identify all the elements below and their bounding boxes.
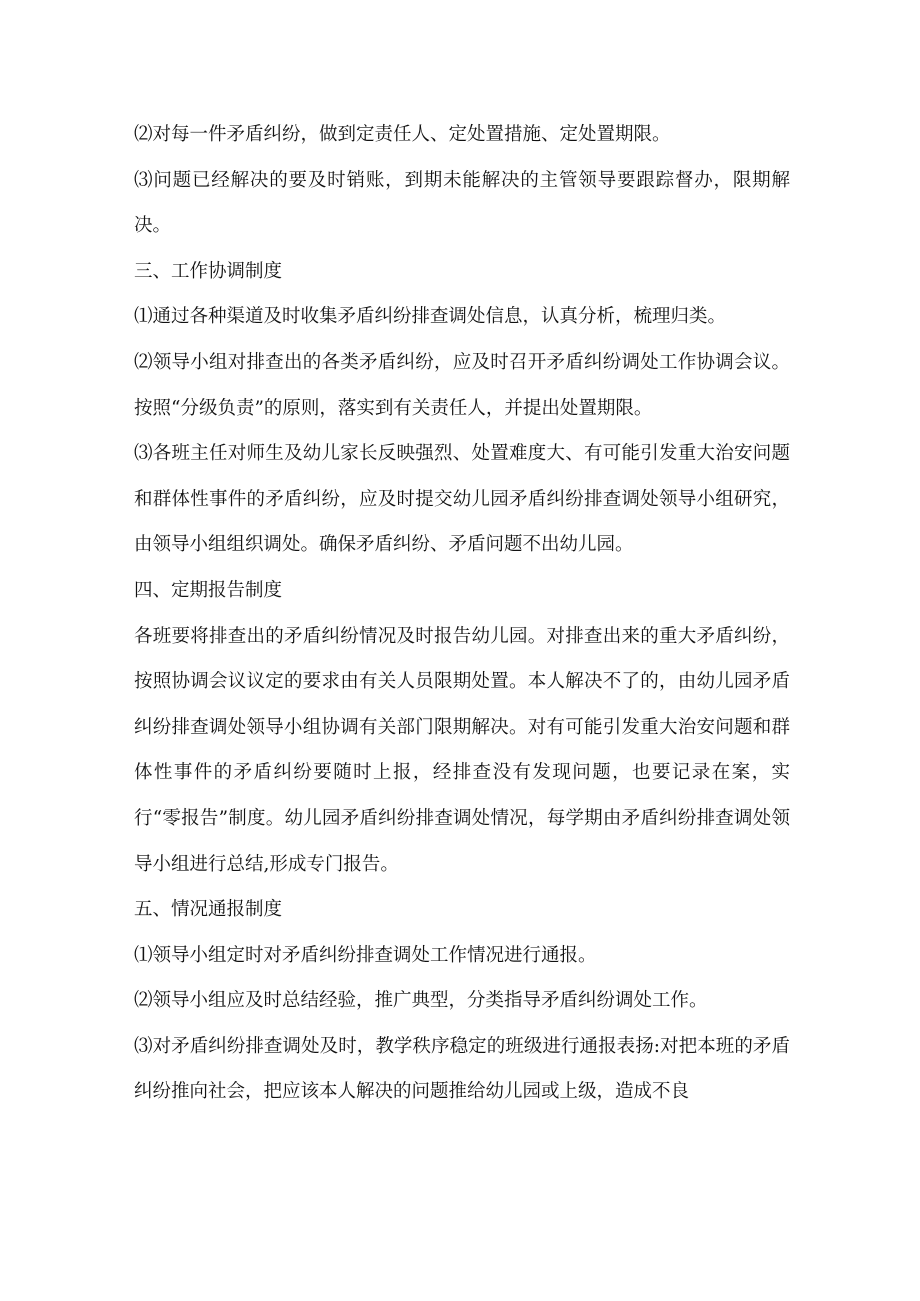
paragraph-item-3: ⑶对矛盾纠纷排查调处及时，教学秩序稳定的班级进行通报表扬:对把本班的矛盾纠纷推向社会，把应该本人解决的问题推给幼儿园或上级，造成不良 (134, 1035, 790, 1103)
paragraph-item-2: ⑵领导小组对排查出的各类矛盾纠纷，应及时召开矛盾纠纷调处工作协调会议。按照“分级负责”的原则，落实到有关责任人，并提出处置期限。 (134, 351, 790, 419)
paragraph-item-3: ⑶各班主任对师生及幼儿家长反映强烈、处置难度大、有可能引发重大治安问题和群体性事件的矛盾纠纷，应及时提交幼儿园矛盾纠纷排查调处领导小组研究，由领导小组组织调处。确保矛盾纠纷、矛盾问题不出幼儿园。 (134, 443, 790, 556)
paragraph-item-3: ⑶问题已经解决的要及时销账，到期未能解决的主管领导要跟踪督办，限期解决。 (134, 169, 790, 237)
paragraph-report: 各班要将排查出的矛盾纠纷情况及时报告幼儿园。对排查出来的重大矛盾纠纷，按照协调会议议定的要求由有关人员限期处置。本人解决不了的，由幼儿园矛盾纠纷排查调处领导小组协调有关部门限期解决。对有可能引发重大治安问题和群体性事件的矛盾纠纷要随时上报，经排查没有发现问题，也要记录在案，实行“零报告”制度。幼儿园矛盾纠纷排查调处情况，每学期由矛盾纠纷排查调处领导小组进行总结,形成专门报告。 (134, 625, 790, 875)
document-body (134, 112, 790, 1115)
paragraph-item-1: ⑴通过各种渠道及时收集矛盾纠纷排查调处信息，认真分析，梳理归类。 (134, 306, 727, 328)
paragraph-item-2: ⑵领导小组应及时总结经验，推广典型，分类指导矛盾纠纷调处工作。 (134, 990, 708, 1012)
section-heading-4: 四、定期报告制度 (134, 579, 283, 601)
section-heading-3: 三、工作协调制度 (134, 260, 283, 282)
paragraph-item-1: ⑴领导小组定时对矛盾纠纷排查调处工作情况进行通报。 (134, 944, 597, 966)
paragraph-item-2: ⑵对每一件矛盾纠纷，做到定责任人、定处置措施、定处置期限。 (134, 124, 671, 145)
section-heading-5: 五、情况通报制度 (134, 899, 283, 921)
